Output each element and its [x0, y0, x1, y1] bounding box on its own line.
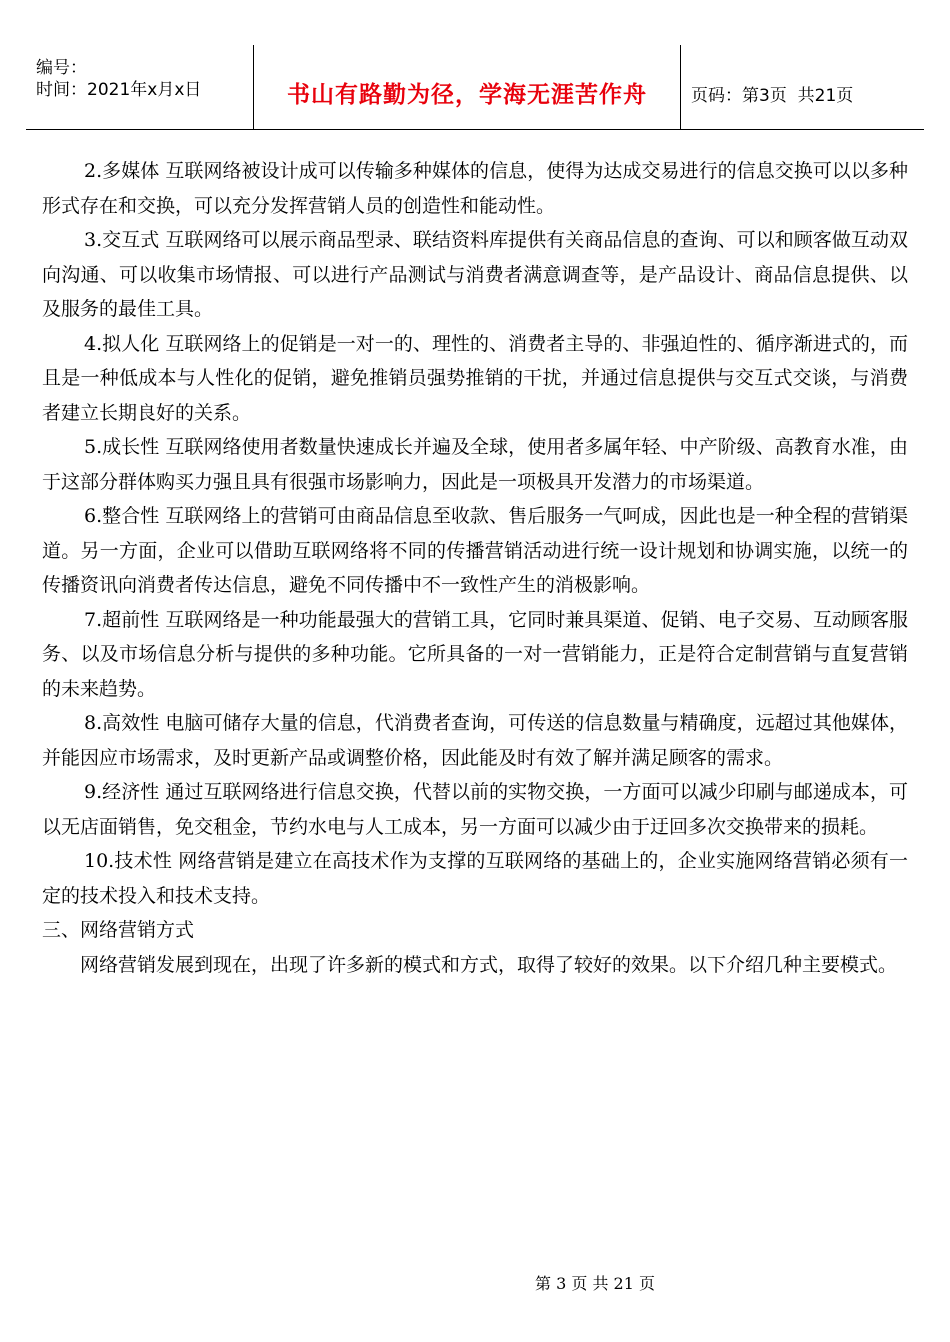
- document-number-label: 编号：: [36, 58, 87, 78]
- header-motto: 书山有路勤为径，学海无涯苦作舟: [254, 45, 681, 129]
- paragraph-economy: 9.经济性 通过互联网络进行信息交换，代替以前的实物交换，一方面可以减少印刷与邮递成本，可以无店面销售，免交租金，节约水电与人工成本，另一方面可以减少由于迂回多次交换带来的损耗。: [42, 781, 908, 838]
- header-page-info: 页码：第3页 共21页: [691, 86, 854, 106]
- paragraph-interactive: 3.交互式 互联网络可以展示商品型录、联结资料库提供有关商品信息的查询、可以和顾客做互动双向沟通、可以收集市场情报、可以进行产品测试与消费者满意调查等，是产品设计、商品信息提供、以及服务的最佳工具。: [42, 229, 908, 320]
- paragraph-integration: 6.整合性 互联网络上的营销可由商品信息至收款、售后服务一气呵成，因此也是一种全程的营销渠道。另一方面，企业可以借助互联网络将不同的传播营销活动进行统一设计规划和协调实施，以统一的传播资讯向消费者传达信息，避免不同传播中不一致性产生的消极影响。: [42, 505, 908, 596]
- paragraph-efficiency: 8.高效性 电脑可储存大量的信息，代消费者查询，可传送的信息数量与精确度，远超过其他媒体，并能因应市场需求，及时更新产品或调整价格，因此能及时有效了解并满足顾客的需求。: [42, 712, 908, 769]
- paragraph-personification: 4.拟人化 互联网络上的促销是一对一的、理性的、消费者主导的、非强迫性的、循序渐进式的，而且是一种低成本与人性化的促销，避免推销员强势推销的干扰，并通过信息提供与交互式交谈，与消费者建立长期良好的关系。: [42, 332, 908, 424]
- page-header: [26, 45, 924, 130]
- document-body: [42, 154, 908, 982]
- paragraph-multimedia: 2.多媒体 互联网络被设计成可以传输多种媒体的信息，使得为达成交易进行的信息交换可以以多种形式存在和交换，可以充分发挥营销人员的创造性和能动性。: [42, 160, 908, 217]
- paragraph-growth: 5.成长性 互联网络使用者数量快速成长并遍及全球，使用者多属年轻、中产阶级、高教育水准，由于这部分群体购买力强且具有很强市场影响力，因此是一项极具开发潜力的市场渠道。: [42, 436, 908, 493]
- paragraph-advanced: 7.超前性 互联网络是一种功能最强大的营销工具，它同时兼具渠道、促销、电子交易、互动顾客服务、以及市场信息分析与提供的多种功能。它所具备的一对一营销能力，正是符合定制营销与直复营销的未来趋势。: [42, 608, 908, 700]
- paragraph-technology: 10.技术性 网络营销是建立在高技术作为支撑的互联网络的基础上的，企业实施网络营销必须有一定的技术投入和技术支持。: [42, 850, 908, 907]
- section-intro: 网络营销发展到现在，出现了许多新的模式和方式，取得了较好的效果。以下介绍几种主要模式。: [80, 953, 898, 976]
- section-heading: 三、网络营销方式: [42, 919, 195, 941]
- document-time-label: 时间：2021年x月x日: [36, 80, 202, 100]
- page-footer: 第 3 页 共 21 页: [535, 1274, 655, 1293]
- header-meta-cell: [26, 45, 254, 129]
